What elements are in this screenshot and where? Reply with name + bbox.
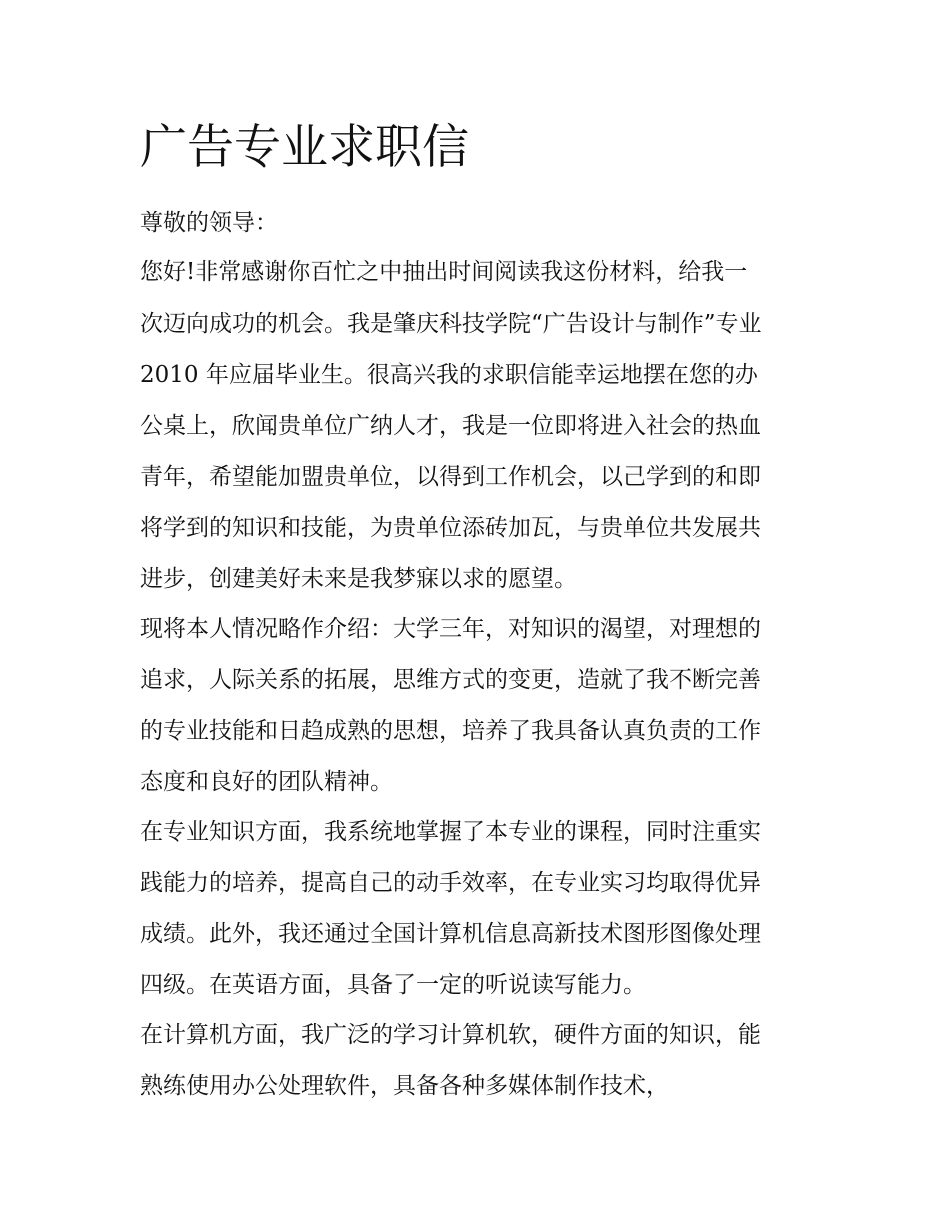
body-line: 态度和良好的团队精神。 [140, 769, 393, 795]
body-line: 成绩。此外，我还通过全国计算机信息高新技术图形图像处理 [140, 921, 761, 947]
body-line: 2010 年应届毕业生。很高兴我的求职信能幸运地摆在您的办 [140, 362, 758, 388]
body-line: 践能力的培养，提高自己的动手效率，在专业实习均取得优异 [140, 870, 761, 896]
body-line: 次迈向成功的机会。我是肇庆科技学院“广告设计与制作”专业 [140, 311, 762, 337]
body-line: 公桌上，欣闻贵单位广纳人才，我是一位即将进入社会的热血 [140, 413, 761, 439]
body-line: 您好!非常感谢你百忙之中抽出时间阅读我这份材料，给我一 [140, 259, 748, 285]
body-line: 现将本人情况略作介绍：大学三年，对知识的渴望，对理想的 [140, 616, 761, 642]
body-line: 的专业技能和日趋成熟的思想，培养了我具备认真负责的工作 [140, 718, 761, 744]
body-line: 在专业知识方面，我系统地掌握了本专业的课程，同时注重实 [140, 819, 761, 845]
body-line: 进步，创建美好未来是我梦寐以求的愿望。 [140, 566, 577, 592]
body-line: 在计算机方面，我广泛的学习计算机软，硬件方面的知识，能 [140, 1022, 761, 1048]
document-title: 广告专业求职信 [140, 120, 469, 175]
body-line: 青年，希望能加盟贵单位，以得到工作机会，以己学到的和即 [140, 464, 761, 490]
body-line: 四级。在英语方面，具备了一定的听说读写能力。 [140, 972, 646, 998]
body-line: 将学到的知识和技能，为贵单位添砖加瓦，与贵单位共发展共 [140, 515, 761, 541]
salutation: 尊敬的领导： [140, 210, 278, 236]
body-line: 熟练使用办公处理软件，具备各种多媒体制作技术， [140, 1073, 669, 1099]
body-line: 追求，人际关系的拓展，思维方式的变更，造就了我不断完善 [140, 667, 761, 693]
